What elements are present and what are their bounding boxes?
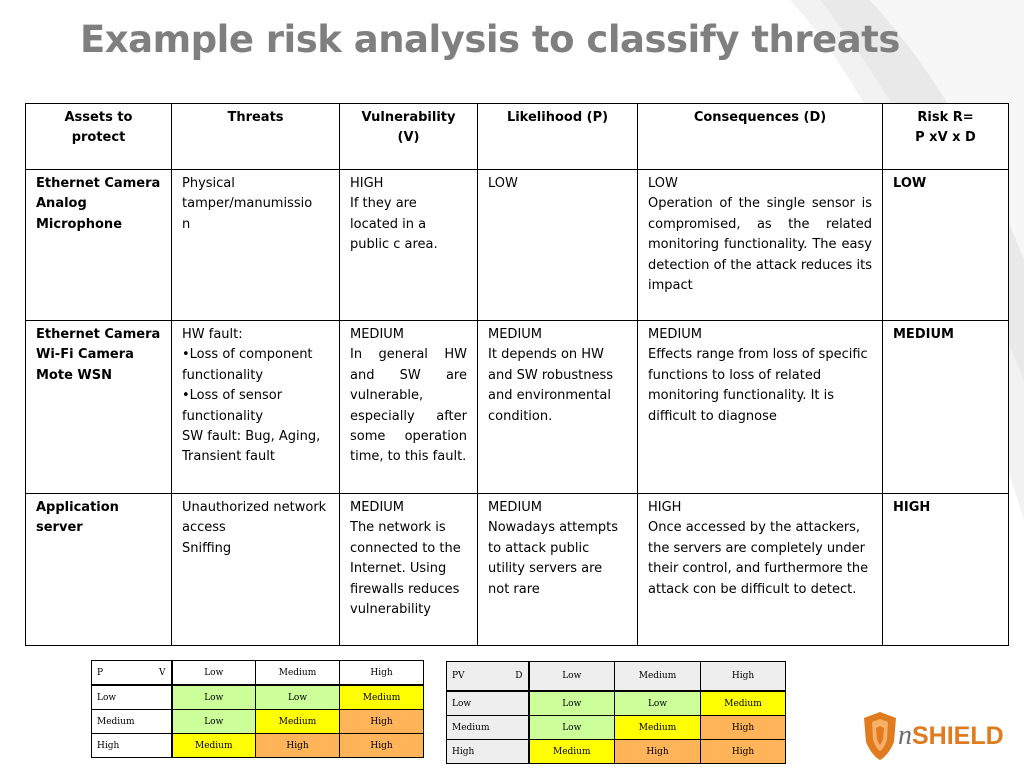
- matrix-col-header: Low: [529, 662, 615, 692]
- matrix-corner: [447, 662, 529, 692]
- threat-line: Physical: [182, 176, 235, 191]
- matrix-row-header: High: [447, 740, 529, 764]
- asset-line: Application: [36, 500, 119, 515]
- vulnerability-cell: [340, 170, 478, 321]
- asset-line: Microphone: [36, 216, 123, 232]
- threat-line: Unauthorized network access: [182, 500, 327, 536]
- asset-line: Mote WSN: [36, 367, 113, 383]
- header-likelihood: Likelihood (P): [478, 104, 638, 170]
- consequence-text: Once accessed by the attackers, the servers are completely under their control, and furthermore the attack con be difficult to detect.: [648, 520, 869, 597]
- matrix-cell: Medium: [340, 685, 424, 710]
- asset-line: Ethernet Camera: [36, 176, 161, 191]
- matrix-cell: High: [340, 710, 424, 734]
- likelihood-line: Nowadays attempts to attack public utility servers are not rare: [488, 520, 619, 597]
- logo-name: SHIELD: [912, 722, 1004, 750]
- vulnerability-level: MEDIUM: [350, 327, 405, 342]
- matrix-col-header: Medium: [256, 661, 340, 686]
- likelihood-line: It depends on HW and SW robustness and environmental condition.: [488, 347, 613, 424]
- threat-bullet: • Loss of component functionality: [182, 345, 329, 386]
- matrix-cell: Low: [615, 691, 701, 716]
- matrix-cell: Medium: [615, 716, 701, 740]
- matrix-cell: Medium: [529, 740, 615, 764]
- table-header-row: [26, 104, 1009, 170]
- vulnerability-cell: [340, 494, 478, 646]
- matrix-col-header: High: [701, 662, 786, 692]
- risk-cell: LOW: [883, 170, 1009, 321]
- matrix-col-header: Low: [172, 661, 256, 686]
- vulnerability-line: The network is connected to the Internet. Using firewalls reduces vulnerability: [350, 520, 461, 618]
- vulnerability-line: HIGH: [350, 176, 384, 191]
- header-vulnerability: Vulnerability (V): [340, 104, 478, 170]
- table-row: [26, 321, 1009, 494]
- logo-prefix: n: [898, 720, 912, 751]
- asset-cell: [26, 494, 172, 646]
- threat-line: n: [182, 216, 191, 232]
- threat-cell: [172, 494, 340, 646]
- matrix-cell: Low: [529, 691, 615, 716]
- vulnerability-line: If they are: [350, 196, 417, 212]
- corner-right-label: V: [159, 667, 166, 678]
- header-risk-line: P xV x D: [915, 130, 976, 146]
- header-assets: Assets to protect: [26, 104, 172, 170]
- matrix-col-header: High: [340, 661, 424, 686]
- matrix-cell: High: [340, 734, 424, 758]
- pv-matrix: [91, 660, 424, 758]
- asset-line: server: [36, 520, 83, 536]
- nshield-logo: [898, 720, 1004, 752]
- likelihood-line: MEDIUM: [488, 500, 543, 515]
- matrix-col-header: Medium: [615, 662, 701, 692]
- matrix-cell: High: [256, 734, 340, 758]
- threat-line: Sniffing: [182, 540, 232, 556]
- table-row: [26, 170, 1009, 321]
- header-threats: Threats: [172, 104, 340, 170]
- matrix-cell: High: [701, 716, 786, 740]
- matrix-cell: Medium: [701, 691, 786, 716]
- matrix-corner: [92, 661, 172, 686]
- likelihood-line: LOW: [488, 176, 518, 191]
- header-risk: [883, 104, 1009, 170]
- threat-line: tamper/manumissio: [182, 196, 313, 212]
- threat-line: HW fault:: [182, 327, 243, 342]
- threat-line: SW fault: Bug, Aging, Transient fault: [182, 429, 321, 465]
- matrix-row-header: Medium: [447, 716, 529, 740]
- matrix-cell: Medium: [172, 734, 256, 758]
- pvd-matrix: [446, 661, 786, 764]
- matrix-cell: Low: [172, 685, 256, 710]
- consequence-text: Operation of the single sensor is compromised, as the related monitoring functionality. The easy detection of the attack reduces its impact: [648, 196, 872, 294]
- asset-line: Wi-Fi Camera: [36, 347, 134, 363]
- likelihood-cell: [478, 494, 638, 646]
- vulnerability-text: In general HW and SW are vulnerable, especially after some operation time, to this fault.: [350, 347, 467, 465]
- matrix-row-header: Low: [92, 685, 172, 710]
- header-consequences: Consequences (D): [638, 104, 883, 170]
- matrix-cell: High: [701, 740, 786, 764]
- asset-cell: [26, 170, 172, 321]
- risk-cell: HIGH: [883, 494, 1009, 646]
- vulnerability-line: public c area.: [350, 237, 438, 253]
- table-row: [26, 494, 1009, 646]
- vulnerability-line: MEDIUM: [350, 500, 405, 515]
- threat-cell: [172, 321, 340, 494]
- header-risk-line: Risk R=: [917, 110, 974, 125]
- vulnerability-line: located in a: [350, 216, 427, 232]
- matrix-row-header: High: [92, 734, 172, 758]
- matrix-cell: High: [615, 740, 701, 764]
- likelihood-cell: [478, 170, 638, 321]
- likelihood-cell: [478, 321, 638, 494]
- matrix-cell: Low: [172, 710, 256, 734]
- corner-left-label: PV: [452, 671, 465, 681]
- corner-left-label: P: [97, 667, 104, 678]
- vulnerability-cell: [340, 321, 478, 494]
- consequence-cell: [638, 321, 883, 494]
- threat-bullet: • Loss of sensor functionality: [182, 386, 329, 427]
- consequence-level: LOW: [648, 176, 678, 191]
- matrix-row-header: Low: [447, 691, 529, 716]
- corner-right-label: D: [515, 671, 523, 681]
- matrix-cell: Low: [529, 716, 615, 740]
- consequence-level: HIGH: [648, 500, 682, 515]
- risk-analysis-table: [25, 103, 1009, 646]
- asset-cell: [26, 321, 172, 494]
- risk-cell: MEDIUM: [883, 321, 1009, 494]
- consequence-level: MEDIUM: [648, 327, 703, 342]
- likelihood-line: MEDIUM: [488, 327, 543, 342]
- consequence-cell: [638, 494, 883, 646]
- asset-line: Analog: [36, 196, 87, 212]
- consequence-text: Effects range from loss of specific functions to loss of related monitoring functionality. It is difficult to diagnose: [648, 347, 868, 424]
- asset-line: Ethernet Camera: [36, 327, 161, 342]
- matrix-row-header: Medium: [92, 710, 172, 734]
- matrix-cell: Medium: [256, 710, 340, 734]
- threat-cell: [172, 170, 340, 321]
- matrix-cell: Low: [256, 685, 340, 710]
- page-title: Example risk analysis to classify threats: [80, 18, 900, 61]
- consequence-cell: [638, 170, 883, 321]
